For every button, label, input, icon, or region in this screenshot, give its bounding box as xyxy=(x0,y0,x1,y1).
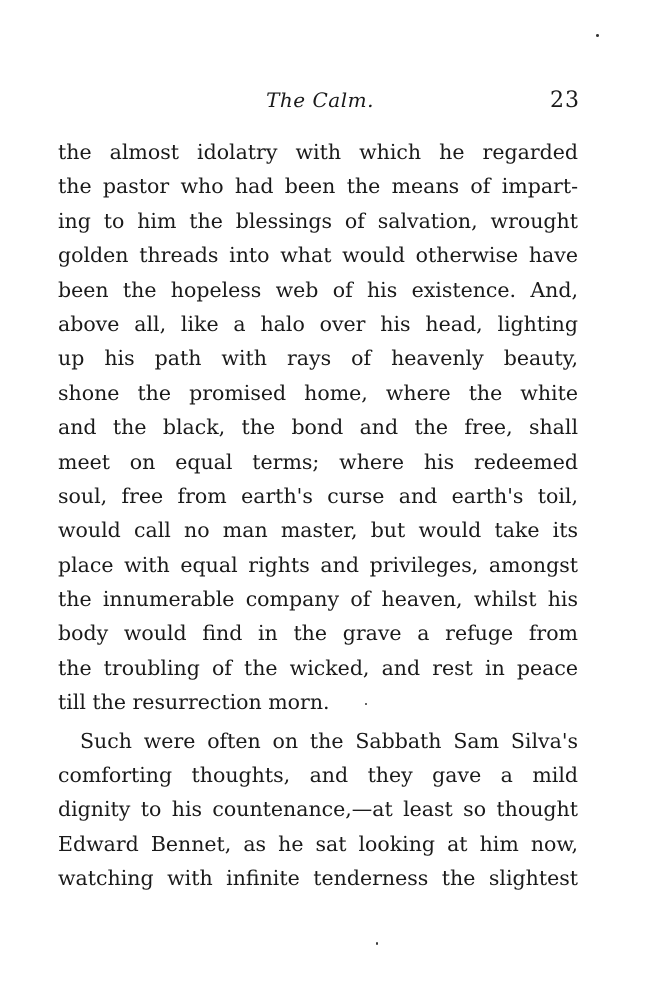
text-line: till the resurrection morn. xyxy=(58,690,330,715)
text-line: comforting thoughts, and they gave a mild xyxy=(58,763,578,788)
text-line: been the hopeless web of his existence. And, xyxy=(58,277,578,302)
text-line: ing to him the blessings of salvation, wrought xyxy=(58,208,578,233)
print-speck xyxy=(365,703,367,705)
text-line: and the black, the bond and the free, shall xyxy=(58,415,578,440)
text-line: soul, free from earth's curse and earth's toil, xyxy=(58,483,578,508)
print-speck xyxy=(376,942,378,945)
text-line: shone the promised home, where the white xyxy=(58,380,578,405)
text-line: the almost idolatry with which he regarded xyxy=(58,140,578,164)
text-line: Edward Bennet, as he sat looking at him now, xyxy=(58,831,578,856)
text-line: meet on equal terms; where his redeemed xyxy=(58,449,578,474)
text-line: Such were often on the Sabbath Sam Silva's xyxy=(80,728,578,753)
print-speck xyxy=(596,34,599,37)
text-line: body would find in the grave a refuge from xyxy=(58,621,578,646)
body-text xyxy=(58,135,578,896)
paragraph-1 xyxy=(58,135,578,720)
text-line: would call no man master, but would take its xyxy=(58,518,578,543)
text-line: the innumerable company of heaven, whilst his xyxy=(58,587,578,612)
text-line: the troubling of the wicked, and rest in peace xyxy=(58,655,578,680)
paragraph-2 xyxy=(58,724,578,896)
text-line: golden threads into what would otherwise have xyxy=(58,243,578,268)
text-line: watching with infinite tenderness the slightest xyxy=(58,866,578,891)
text-line: up his path with rays of heavenly beauty, xyxy=(58,346,578,371)
text-line: dignity to his countenance,—at least so thought xyxy=(58,797,578,822)
page-number: 23 xyxy=(550,88,580,113)
page-header xyxy=(60,88,580,118)
text-line: above all, like a halo over his head, lighting xyxy=(58,311,578,336)
running-title: The Calm. xyxy=(266,88,374,112)
text-line: the pastor who had been the means of impart- xyxy=(58,174,578,199)
text-line: place with equal rights and privileges, amongst xyxy=(58,552,578,577)
